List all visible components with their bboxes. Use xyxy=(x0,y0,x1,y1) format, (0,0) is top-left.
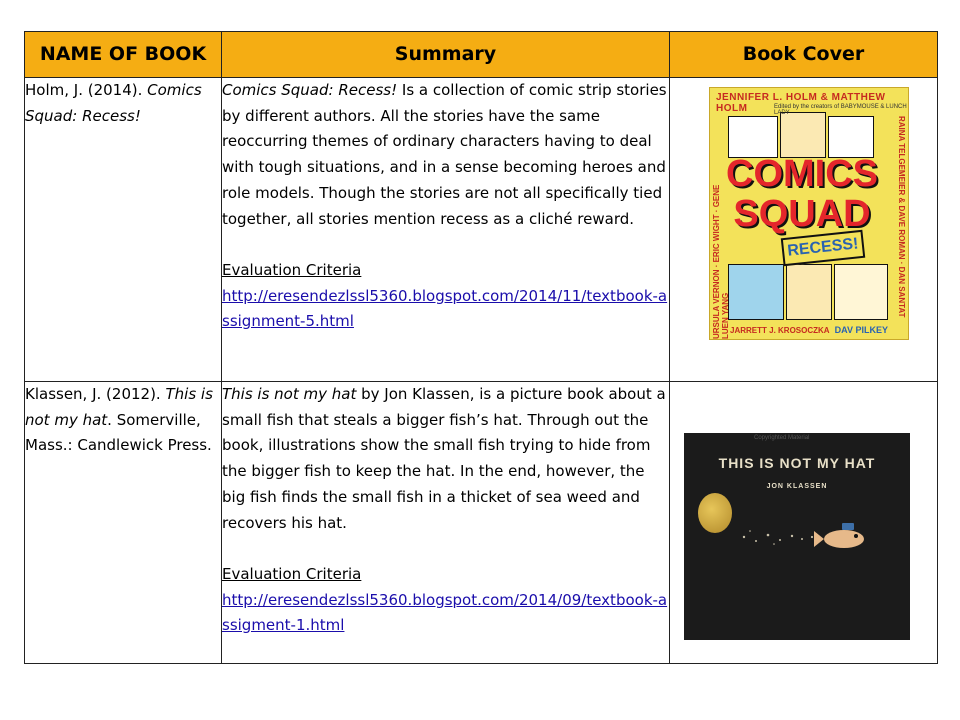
summary-book-title: Comics Squad: Recess! xyxy=(222,81,398,99)
not-my-hat-cover-image xyxy=(684,433,910,640)
table-row xyxy=(25,78,938,382)
evaluation-criteria-link[interactable]: http://eresendezlssl5360.blogspot.com/2014/09/textbook-assigment-1.html xyxy=(222,590,668,635)
table-row xyxy=(25,382,938,664)
citation-cell xyxy=(25,382,222,664)
citation-author-year: Klassen, J. (2012). xyxy=(25,385,166,403)
cover-author-bottom-left: JARRETT J. KROSOCZKA xyxy=(730,326,830,335)
cover-cell xyxy=(670,382,938,664)
summary-text xyxy=(222,78,669,232)
evaluation-criteria-label: Evaluation Criteria xyxy=(222,260,362,279)
summary-cell xyxy=(222,382,670,664)
citation-book-title: This is not my hat xyxy=(25,385,213,429)
header-book-cover: Book Cover xyxy=(670,32,938,78)
cover-author: JON KLASSEN xyxy=(766,483,828,490)
summary-cell xyxy=(222,78,670,382)
evaluation-criteria-label: Evaluation Criteria xyxy=(222,564,362,583)
cover-copyright-mark: Copyrighted Material xyxy=(754,435,810,441)
books-table xyxy=(24,31,938,664)
citation-author-year: Holm, J. (2014). xyxy=(25,81,148,99)
header-name-of-book: NAME OF BOOK xyxy=(25,32,222,78)
cover-subtitle: RECESS! xyxy=(781,230,865,266)
cover-author-bottom-right: DAV PILKEY xyxy=(834,325,888,335)
citation-cell xyxy=(25,78,222,382)
cover-edited-by: Edited by the creators of BABYMOUSE & LUNCH LADY xyxy=(774,104,907,116)
cover-title: THIS IS NOT MY HAT xyxy=(718,455,876,471)
citation-book-title: Comics Squad: Recess! xyxy=(25,81,202,125)
citation-publisher: . Somerville, Mass.: Candlewick Press. xyxy=(25,410,212,455)
summary-book-title: This is not my hat xyxy=(222,385,357,403)
header-summary: Summary xyxy=(222,32,670,78)
table-header-row xyxy=(25,32,938,78)
summary-body: Is a collection of comic strip stories by different authors. All the stories have the same reoccurring themes of ordinary characters having to deal with tough situations, and in a sense becoming heroes and role models. Though the stories are not all specifically tied together, all stories mention recess as a cliché reward. xyxy=(222,81,667,228)
cover-authors-left: URSULA VERNON · ERIC WIGHT · GENE LUEN YANG xyxy=(712,184,730,339)
fish-icon xyxy=(684,433,910,640)
summary-text xyxy=(222,382,669,536)
summary-body: by Jon Klassen, is a picture book about a small fish that steals a bigger fish’s hat. Through out the book, illustrations show the small fish trying to hide from the bigger fish to keep the hat. In the end, however, the big fish finds the small fish in a thicket of sea weed and recovers his hat. xyxy=(222,385,666,532)
cover-cell xyxy=(670,78,938,382)
cover-authors-top: JENNIFER L. HOLM & MATTHEW HOLM xyxy=(716,92,886,114)
cover-title: COMICS SQUAD xyxy=(726,153,878,235)
cover-authors-right: RAINA TELGEMEIER & DAVE ROMAN · DAN SANTAT xyxy=(897,116,906,318)
comics-squad-cover-image xyxy=(709,87,909,340)
evaluation-criteria-link[interactable]: http://eresendezlssl5360.blogspot.com/2014/11/textbook-assignment-5.html xyxy=(222,286,668,331)
